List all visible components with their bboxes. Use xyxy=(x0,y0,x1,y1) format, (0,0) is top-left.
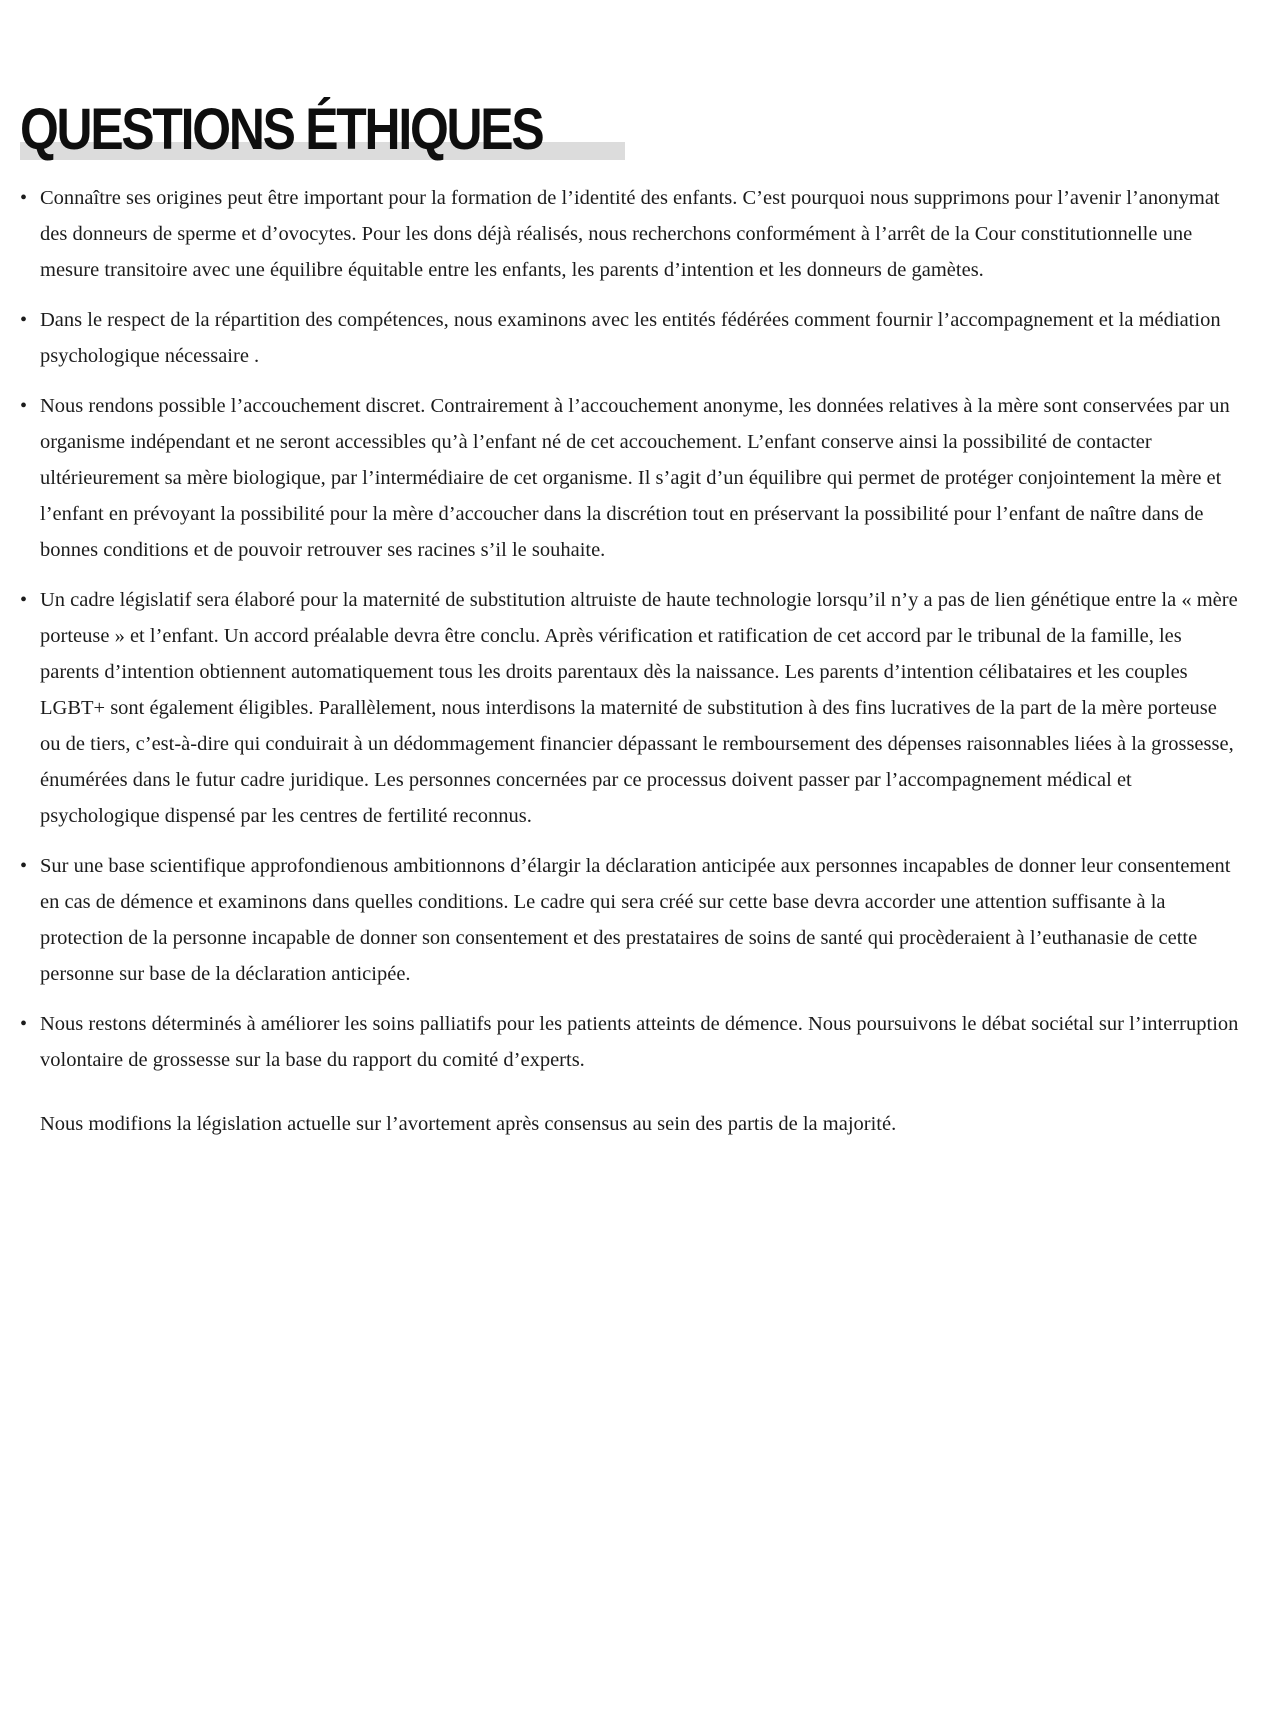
section-heading-block xyxy=(20,98,627,162)
list-item xyxy=(20,180,1240,288)
list-item-text: Un cadre législatif sera élaboré pour la maternité de substitution altruiste de haute technologie lorsqu’il n’y a pas de lien génétique entre la « mère porteuse » et l’enfant. Un accord préalable devra être conclu. Après vérification et ratification de cet accord par le tribunal de la famille, les parents d’intention obtiennent automatiquement tous les droits parentaux dès la naissance. Les parents d’intention célibataires et les couples LGBT+ sont également éligibles. Parallèlement, nous interdisons la maternité de substitution à des fins lucratives de la part de la mère porteuse ou de tiers, c’est-à-dire qui conduirait à un dédommagement financier dépassant le remboursement des dépenses raisonnables liées à la grossesse, énumérées dans le futur cadre juridique. Les personnes concernées par ce processus doivent passer par l’accompagnement médical et psychologique dispensé par les centres de fertilité reconnus. xyxy=(40,589,1238,827)
list-item xyxy=(20,1006,1240,1078)
section-title: QUESTIONS ÉTHIQUES xyxy=(20,97,543,162)
bullet-icon: • xyxy=(20,395,28,417)
list-item-text: Nous rendons possible l’accouchement discret. Contrairement à l’accouchement anonyme, les données relatives à la mère sont conservées par un organisme indépendant et ne seront accessibles qu’à l’enfant né de cet accouchement. L’enfant conserve ainsi la possibilité de contacter ultérieurement sa mère biologique, par l’intermédiaire de cet organisme. Il s’agit d’un équilibre qui permet de protéger conjointement la mère et l’enfant en prévoyant la possibilité pour la mère d’accoucher dans la discrétion tout en préservant la possibilité pour l’enfant de naître dans de bonnes conditions et de pouvoir retrouver ses racines s’il le souhaite. xyxy=(40,395,1230,561)
list-item-text: Nous restons déterminés à améliorer les soins palliatifs pour les patients atteints de démence. Nous poursuivons le débat sociétal sur l’interruption volontaire de grossesse sur la base du rapport du comité d’experts. xyxy=(40,1013,1239,1071)
list-item xyxy=(20,848,1240,992)
list-item xyxy=(20,582,1240,834)
bullet-list xyxy=(20,180,1240,1078)
list-item-text: Sur une base scientifique approfondienous ambitionnons d’élargir la déclaration anticipée aux personnes incapables de donner leur consentement en cas de démence et examinons dans quelles conditions. Le cadre qui sera créé sur cette base devra accorder une attention suffisante à la protection de la personne incapable de donner son consentement et des prestataires de soins de santé qui procèderaient à l’euthanasie de cette personne sur base de la déclaration anticipée. xyxy=(40,855,1231,985)
list-item-text: Dans le respect de la répartition des compétences, nous examinons avec les entités fédérées comment fournir l’accompagnement et la médiation psychologique nécessaire . xyxy=(40,309,1221,367)
list-item xyxy=(20,388,1240,568)
bullet-icon: • xyxy=(20,1013,28,1035)
list-item xyxy=(20,302,1240,374)
bullet-icon: • xyxy=(20,187,28,209)
closing-paragraph: Nous modifions la législation actuelle sur l’avortement après consensus au sein des partis de la majorité. xyxy=(40,1113,897,1135)
bullet-icon: • xyxy=(20,309,28,331)
bullet-icon: • xyxy=(20,855,28,877)
list-item-text: Connaître ses origines peut être important pour la formation de l’identité des enfants. C’est pourquoi nous supprimons pour l’avenir l’anonymat des donneurs de sperme et d’ovocytes. Pour les dons déjà réalisés, nous recherchons conformément à l’arrêt de la Cour constitutionnelle une mesure transitoire avec une équilibre équitable entre les enfants, les parents d’intention et les donneurs de gamètes. xyxy=(40,187,1220,281)
bullet-icon: • xyxy=(20,589,28,611)
